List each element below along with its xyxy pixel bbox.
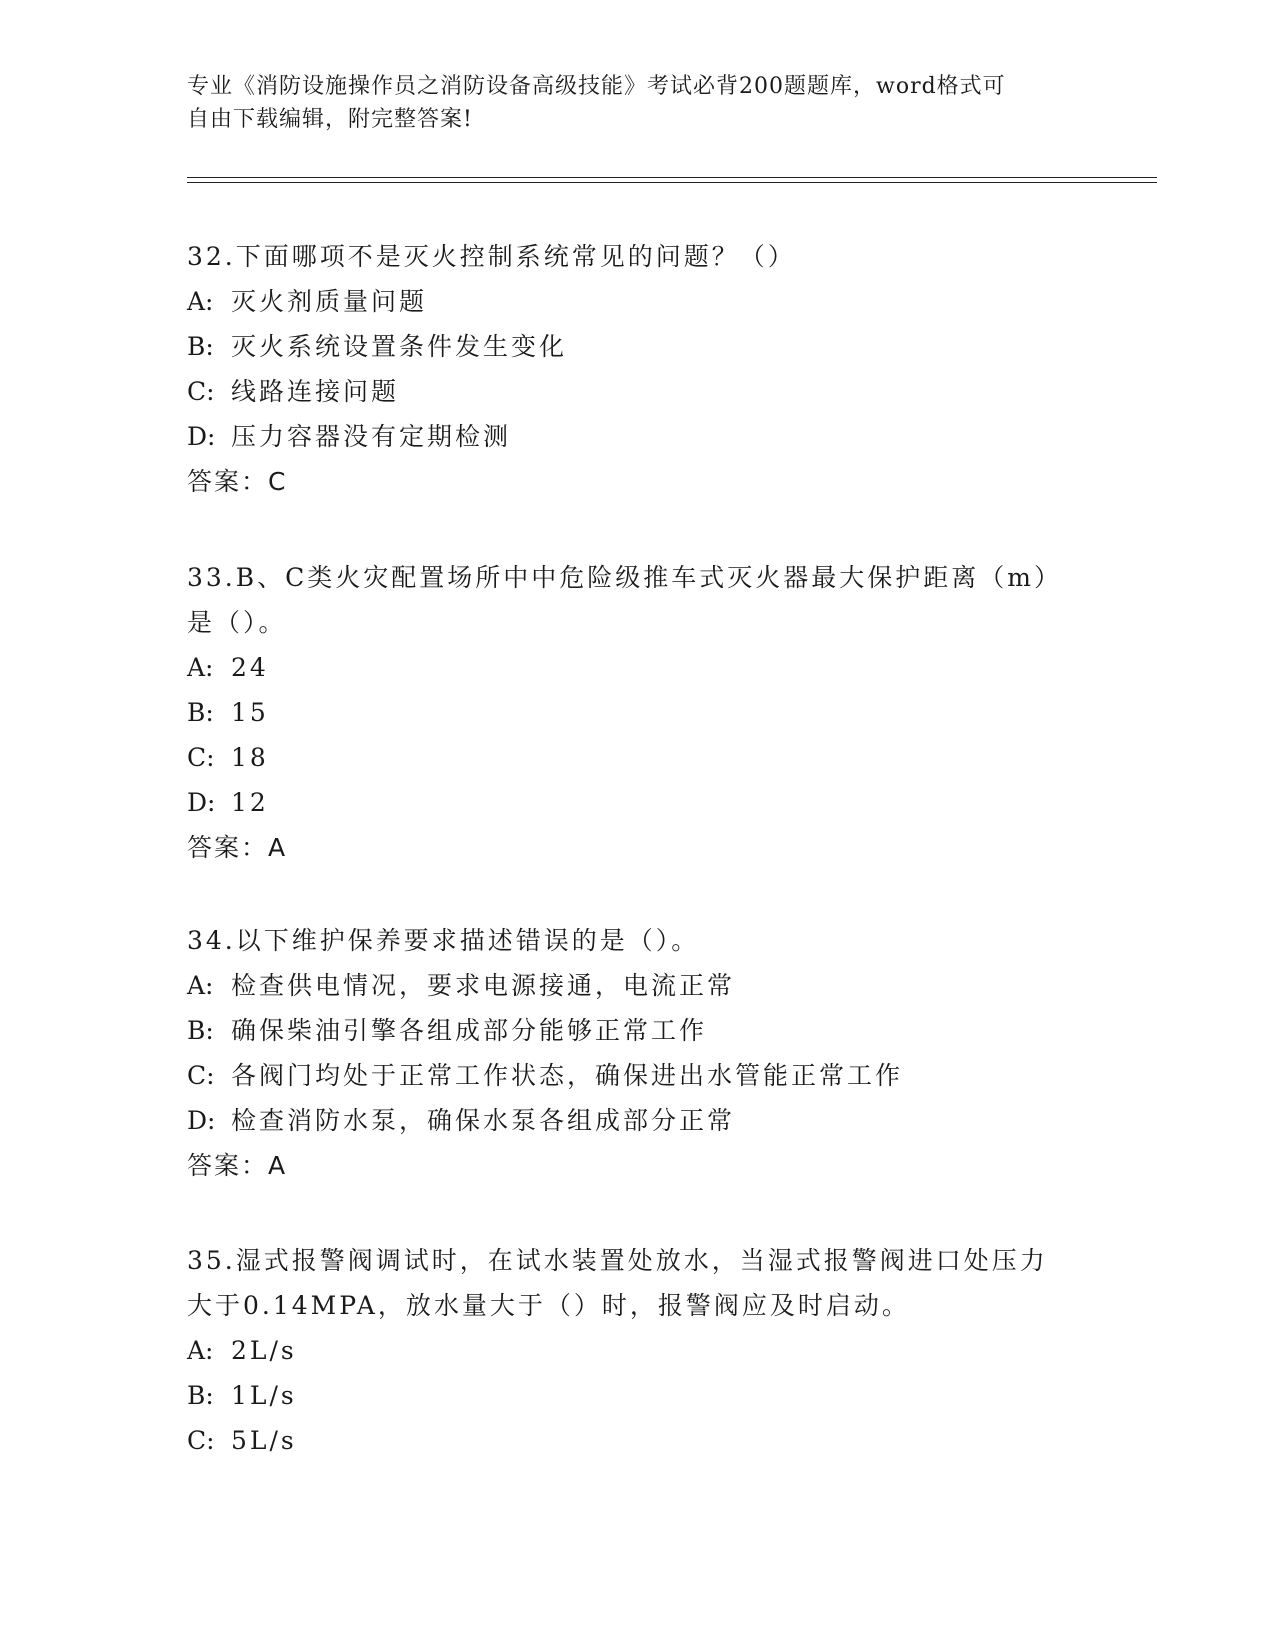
- question-stem: 34.以下维护保养要求描述错误的是（）。: [187, 926, 700, 955]
- question-stem: 35.湿式报警阀调试时，在试水装置处放水，当湿式报警阀进口处压力: [187, 1246, 1048, 1275]
- question-stem: 33.B、C类火灾配置场所中中危险级推车式灭火器最大保护距离（m）: [187, 563, 1062, 592]
- option-c: C: 各阀门均处于正常工作状态，确保进出水管能正常工作: [187, 1061, 904, 1090]
- answer-line: 答案：C: [187, 467, 288, 496]
- answer-line: 答案：A: [187, 833, 288, 862]
- header-line-1: 专业《消防设施操作员之消防设备高级技能》考试必背200题题库，word格式可: [187, 74, 1006, 99]
- option-a: A: 检查供电情况，要求电源接通，电流正常: [187, 971, 736, 1000]
- question-34: [187, 918, 1087, 1188]
- question-35: [187, 1238, 1087, 1463]
- option-c: C: 线路连接问题: [187, 377, 400, 406]
- option-d: D: 12: [187, 788, 269, 817]
- header-divider-bottom: [187, 182, 1157, 183]
- option-a: A: 24: [187, 653, 269, 682]
- question-stem-continued: 是（）。: [187, 608, 287, 637]
- header-divider-top: [187, 177, 1157, 178]
- option-a: A: 灭火剂质量问题: [187, 287, 428, 316]
- option-a: A: 2L/s: [187, 1336, 297, 1365]
- option-b: B: 灭火系统设置条件发生变化: [187, 332, 568, 361]
- question-32: [187, 234, 1087, 504]
- option-d: D: 检查消防水泵，确保水泵各组成部分正常: [187, 1106, 736, 1135]
- option-b: B: 1L/s: [187, 1381, 297, 1410]
- option-b: B: 确保柴油引擎各组成部分能够正常工作: [187, 1016, 708, 1045]
- question-33: [187, 555, 1087, 870]
- option-c: C: 5L/s: [187, 1426, 297, 1455]
- option-b: B: 15: [187, 698, 269, 727]
- answer-line: 答案：A: [187, 1151, 288, 1180]
- question-stem-continued: 大于0.14MPA，放水量大于（）时，报警阀应及时启动。: [187, 1291, 910, 1320]
- option-d: D: 压力容器没有定期检测: [187, 422, 512, 451]
- header-line-2: 自由下载编辑，附完整答案!: [187, 107, 473, 132]
- option-c: C: 18: [187, 743, 269, 772]
- document-header: [187, 70, 1067, 136]
- question-stem: 32.下面哪项不是灭火控制系统常见的问题？（）: [187, 242, 796, 271]
